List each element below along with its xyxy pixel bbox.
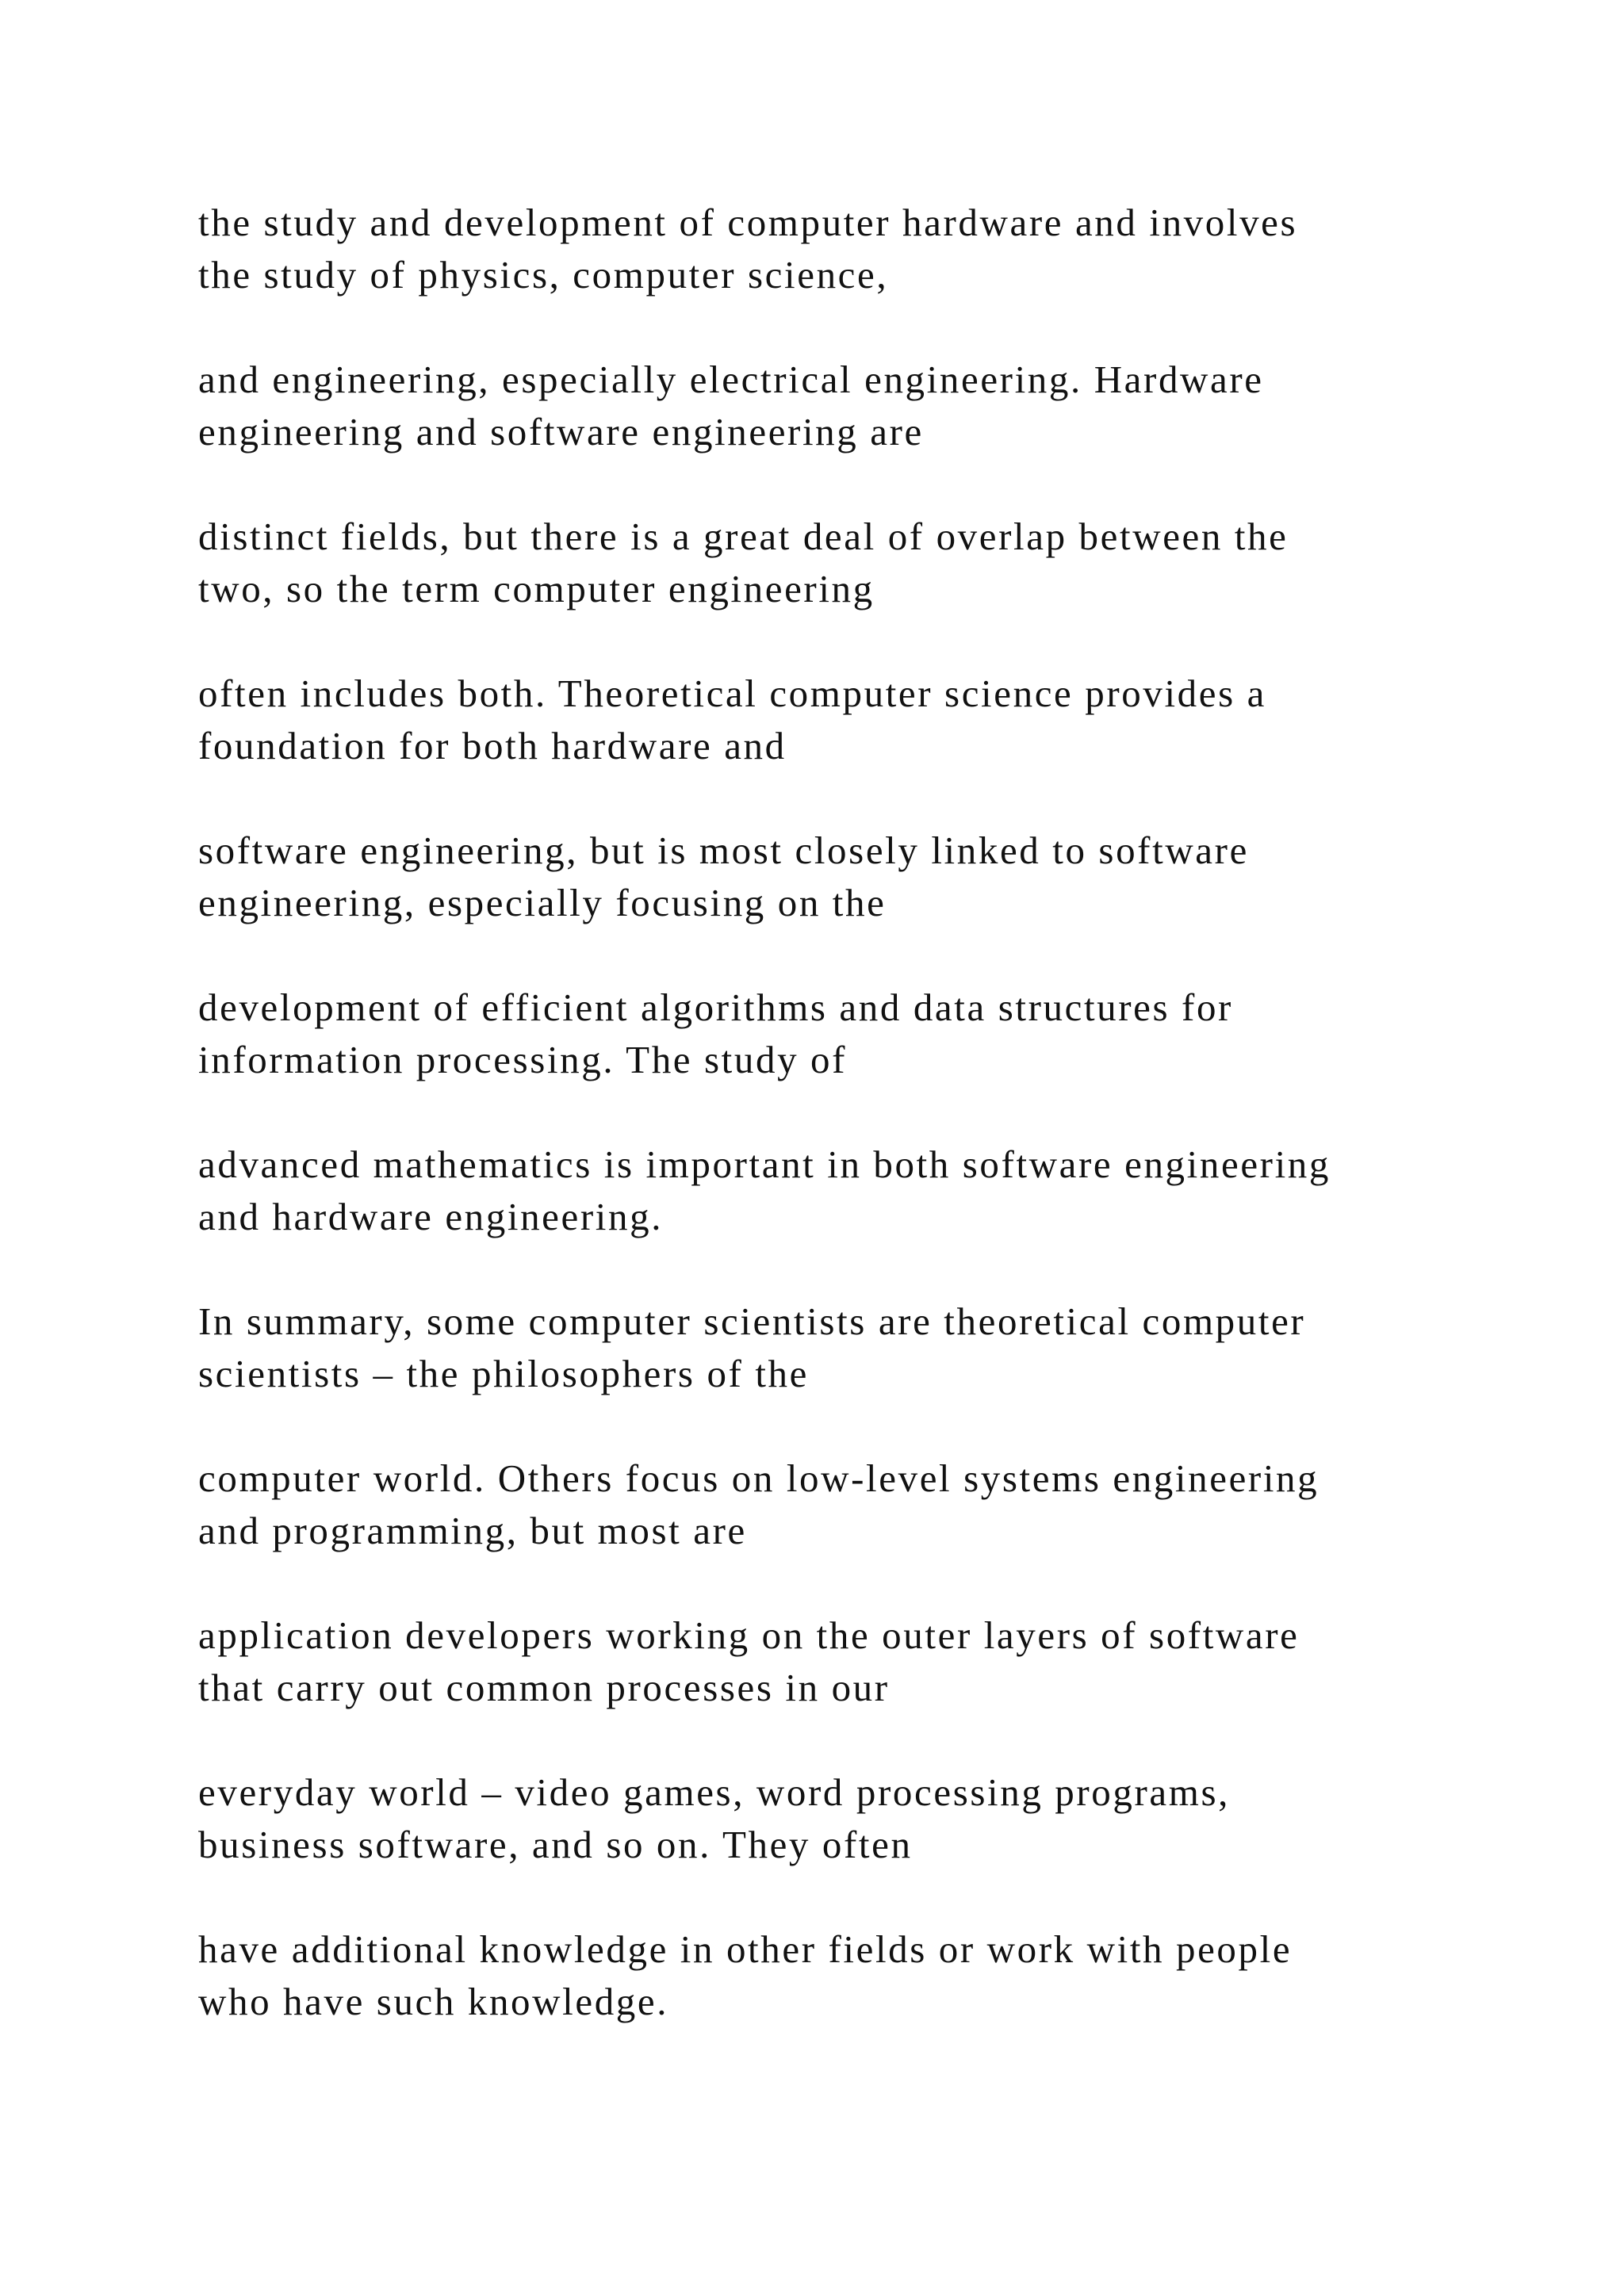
text-line: computer world. Others focus on low-level systems engineering	[198, 1456, 1320, 1500]
paragraph	[198, 668, 1546, 772]
text-line: business software, and so on. They often	[198, 1823, 913, 1866]
text-line: who have such knowledge.	[198, 1980, 669, 2023]
paragraph	[198, 1609, 1546, 1714]
paragraph	[198, 1295, 1546, 1400]
text-line: and hardware engineering.	[198, 1195, 664, 1238]
paragraph	[198, 1138, 1546, 1243]
text-line: scientists – the philosophers of the	[198, 1352, 809, 1395]
text-line: development of efficient algorithms and data structures for	[198, 985, 1233, 1029]
text-line: engineering, especially focusing on the	[198, 881, 887, 924]
text-line: information processing. The study of	[198, 1038, 848, 1081]
paragraph	[198, 1766, 1546, 1871]
paragraph	[198, 354, 1546, 458]
text-line: software engineering, but is most closely linked to software	[198, 828, 1249, 872]
text-line: often includes both. Theoretical computer science provides a	[198, 672, 1267, 715]
text-line: everyday world – video games, word processing programs,	[198, 1770, 1231, 1814]
document-body	[198, 197, 1546, 2080]
text-line: and engineering, especially electrical engineering. Hardware	[198, 358, 1264, 401]
text-line: that carry out common processes in our	[198, 1666, 890, 1709]
text-line: distinct fields, but there is a great deal of overlap between the	[198, 515, 1289, 558]
paragraph	[198, 511, 1546, 615]
paragraph	[198, 1452, 1546, 1557]
text-line: application developers working on the outer layers of software	[198, 1613, 1300, 1657]
text-line: engineering and software engineering are	[198, 410, 924, 453]
paragraph	[198, 825, 1546, 929]
paragraph	[198, 1923, 1546, 2028]
paragraph	[198, 982, 1546, 1086]
text-line: have additional knowledge in other fields or work with people	[198, 1927, 1293, 1971]
text-line: and programming, but most are	[198, 1509, 747, 1552]
text-line: the study of physics, computer science,	[198, 253, 889, 297]
paragraph	[198, 197, 1546, 301]
text-line: advanced mathematics is important in both software engineering	[198, 1142, 1331, 1186]
text-line: the study and development of computer hardware and involves	[198, 201, 1298, 244]
text-line: two, so the term computer engineering	[198, 567, 875, 610]
text-line: foundation for both hardware and	[198, 724, 787, 767]
text-line: In summary, some computer scientists are theoretical computer	[198, 1299, 1306, 1343]
